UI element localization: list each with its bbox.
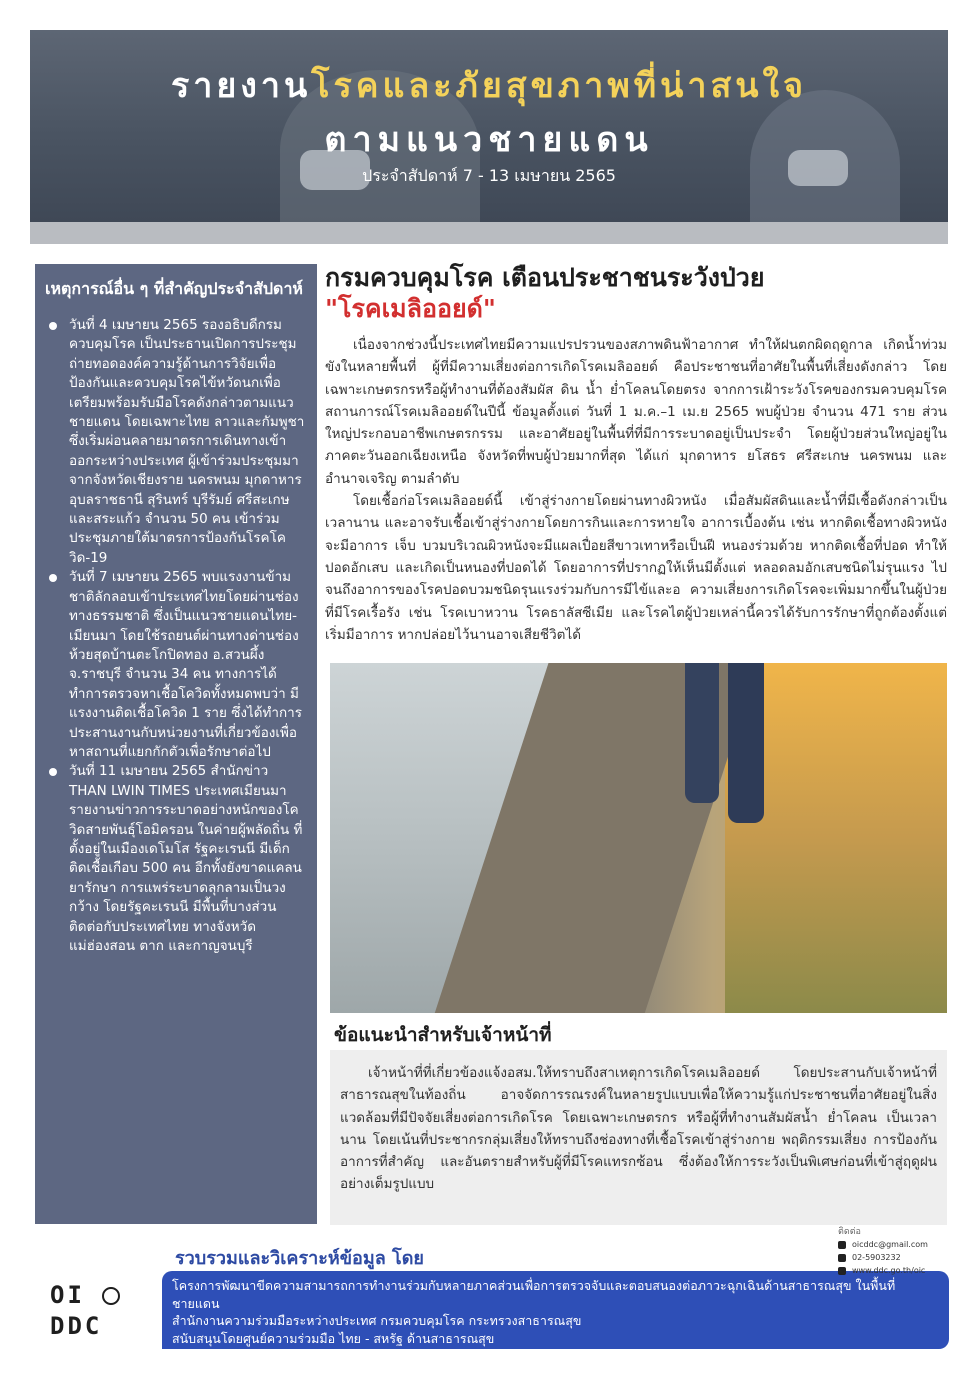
report-date: ประจำสัปดาห์ 7 - 13 เมษายน 2565	[362, 166, 616, 185]
report-title-part2: โรคและภัยสุขภาพที่น่าสนใจ	[311, 66, 807, 106]
logo-line1: OI	[50, 1280, 130, 1311]
footer-line: สนับสนุนโดยศูนย์ความร่วมมือ ไทย - สหรัฐ ด้านสาธารณสุข	[172, 1330, 495, 1346]
globe-icon	[838, 1267, 846, 1275]
event-item: วันที่ 11 เมษายน 2565 สำนักข่าว THAN LWIN TIMES ประเทศเมียนมา รายงานข่าวการระบาดอย่างหนักของโควิดสายพันธุ์โอมิครอน ในค่ายผู้พลัดถิ่น ที่ตั้งอยู่ในเมืองเดโมโส รัฐคะเรนนี มีเด็กติดเชื้อเกือบ 500 คน อีกทั้งยังขาดแคลนยารักษา การแพร่ระบาดลุกลามเป็นวงกว้าง โดยรัฐคะเรนนี มีพื้นที่บางส่วนติดต่อกับประเทศไทย ทางจังหวัดแม่ฮ่องสอน ตาก และกาญจนบุรี	[45, 762, 307, 956]
event-item: วันที่ 4 เมษายน 2565 รองอธิบดีกรมควบคุมโรค เป็นประธานเปิดการประชุมถ่ายทอดองค์ความรู้ด้านการวิจัยเพื่อป้องกันและควบคุมโรคไข้หวัดนกเพื่อเตรียมพร้อมรับมือโรคดังกล่าวตามแนวชายแดน โดยเฉพาะไทย ลาวและกัมพูชา ซึ่งเริ่มผ่อนคลายมาตรการเดินทางเข้าออกระหว่างประเทศ ผู้เข้าร่วมประชุมมาจากจังหวัดเชียงราย นครพนม มุกดาหาร อุบลราชธานี สุรินทร์ บุรีรัมย์ ศรีสะเกษ และสระแก้ว จำนวน 50 คน เข้าร่วมประชุมภายใต้มาตรการป้องกันโรคโควิด-19	[45, 316, 307, 568]
report-title-line2: ตามแนวชายแดน	[324, 120, 654, 160]
phone-icon	[838, 1254, 846, 1262]
contact-block	[838, 1224, 948, 1277]
footer-heading: รวบรวมและวิเคราะห์ข้อมูล โดย	[175, 1248, 424, 1269]
photo-leg	[685, 663, 719, 803]
footer-line: โครงการพัฒนาขีดความสามารถการทำงานร่วมกับหลายภาคส่วนเพื่อการตรวจจับและตอบสนองต่อภาวะฉุกเฉินด้านสาธารณสุข ในพื้นที่ชายแดน	[172, 1278, 896, 1311]
email-icon	[838, 1241, 846, 1249]
report-title-part1: รายงาน	[170, 66, 312, 106]
contact-email[interactable]: oicddc@gmail.com	[838, 1239, 948, 1251]
article-title: กรมควบคุมโรค เตือนประชาชนระวังป่วย	[325, 263, 765, 292]
sidebar-title: เหตุการณ์อื่น ๆ ที่สำคัญประจำสัปดาห์	[45, 279, 303, 298]
eye-icon	[102, 1287, 120, 1305]
article-subtitle: "โรคเมลิออยด์"	[325, 294, 496, 323]
advice-title: ข้อแนะนำสำหรับเจ้าหน้าที่	[334, 1024, 552, 1046]
advice-box	[330, 1050, 947, 1225]
contact-website[interactable]: www.ddc.go.th/oic	[838, 1265, 948, 1277]
header-banner	[30, 30, 948, 222]
contact-phone[interactable]: 02-5903232	[838, 1252, 948, 1264]
other-events-sidebar	[35, 264, 317, 1224]
event-item: วันที่ 7 เมษายน 2565 พบแรงงานข้ามชาติลักลอบเข้าประเทศไทยโดยผ่านช่องทางธรรมชาติ ซึ่งเป็นแนวชายแดนไทย-เมียนมา โดยใช้รถยนต์ผ่านทางด่านช่องห้วยสุดบ้านตะโกปิดทอง อ.สวนผึ้ง จ.ราชบุรี จำนวน 34 คน ทางการได้ทำการตรวจหาเชื้อโควิดทั้งหมดพบว่า มีแรงงานติดเชื้อโควิด 1 ราย ซึ่งได้ทำการประสานงานกับหน่วยงานที่เกี่ยวข้องเพื่อหาสถานที่แยกกักตัวเพื่อรักษาต่อไป	[45, 568, 307, 762]
footer-line: สำนักงานความร่วมมือระหว่างประเทศ กรมควบคุมโรค กระทรวงสาธารณสุข	[172, 1313, 582, 1328]
event-list	[45, 316, 307, 956]
logo-line2: DDC	[50, 1312, 103, 1340]
article-paragraph: โดยเชื้อก่อโรคเมลิออยด์นี้ เข้าสู่ร่างกายโดยผ่านทางผิวหนัง เมื่อสัมผัสดินและน้ำที่มีเชื้อดังกล่าวเป็นเวลานาน และอาจรับเชื้อเข้าสู่ร่างกายโดยการกินและการหายใจ อาการเบื้องต้น เช่น หากติดเชื้อทางผิวหนังจะมีอาการ เจ็บ บวมบริเวณผิวหนังจะมีแผลเปื่อยสีขาวเทาหรือเป็นฝี หนองร่วมด้วย หากติดเชื้อที่ปอด ทำให้ปอดอักเสบ และเกิดเป็นหนองที่ปอดได้ โดยอาการที่ปรากฏให้เห็นมีตั้งแต่ หลอดลมอักเสบชนิดไม่รุนแรง ไปจนถึงอาการของโรคปอดบวมชนิดรุนแรงร่วมกับการมีไข้และอ ความเสี่ยงการเกิดโรคจะเพิ่มมากขึ้นในผู้ป่วยที่มีโรคเรื้อรัง เช่น โรคเบาหวาน โรคธาลัสซีเมีย และโรคไตผู้ป่วยเหล่านี้ควรได้รับการรักษาที่ถูกต้องตั้งแต่เริ่มมีอาการ หากปล่อยไว้นานอาจเสียชีวิตได้	[325, 493, 947, 643]
photo-leg	[728, 663, 764, 823]
advice-text: เจ้าหน้าที่ที่เกี่ยวข้องแจ้งอสม.ให้ทราบถึงสาเหตุการเกิดโรคเมลิออยด์ โดยประสานกับเจ้าหน้าที่สาธารณสุขในท้องถิ่น อาจจัดการรณรงค์ในหลายรูปแบบเพื่อให้ความรู้แก่ประชาชนที่อาศัยอยู่ในสิ่งแวดล้อมที่มีปัจจัยเสี่ยงต่อการเกิดโรค โดยเฉพาะเกษตรกร หรือผู้ที่ทำงานสัมผัสน้ำ ย่ำโคลน เป็นเวลานาน โดยเน้นที่ประชากรกลุ่มเสี่ยงให้ทราบถึงช่องทางที่เชื้อโรคเข้าสู่ร่างกาย พฤติกรรมเสี่ยง การป้องกัน อาการที่สำคัญ และอันตรายสำหรับผู้ที่มีโรคแทรกซ้อน ซึ่งต้องให้การระวังเป็นพิเศษก่อนที่เข้าสู่ฤดูฝนอย่างเต็มรูปแบบ	[340, 1065, 937, 1193]
contact-label: ติดต่อ	[838, 1227, 861, 1237]
oiddc-logo	[50, 1280, 130, 1342]
article-paragraph: เนื่องจากช่วงนี้ประเทศไทยมีความแปรปรวนของสภาพดินฟ้าอากาศ ทำให้ฝนตกผิดฤดูกาล เกิดน้ำท่วมขังในหลายพื้นที่ ผู้ที่มีความเสี่ยงต่อการเกิดโรคเมลิออยด์ คือประชาชนที่อาศัยในพื้นที่เสี่ยงดังกล่าว โดยเฉพาะเกษตรกรหรือผู้ทำงานที่ต้องสัมผัส ดิน น้ำ ย่ำโคลนโดยตรง จากการเฝ้าระวังโรคของกรมควบคุมโรค สถานการณ์โรคเมลิออยด์ในปีนี้ ข้อมูลตั้งแต่ วันที่ 1 ม.ค.–1 เม.ย 2565 พบผู้ป่วย จำนวน 471 ราย ส่วนใหญ่ประกอบอาชีพเกษตรกรรม และอาศัยอยู่ในพื้นที่ที่มีการระบาดอยู่เป็นประจำ โดยผู้ป่วยส่วนใหญ่อยู่ในภาคตะวันออกเฉียงเหนือ จังหวัดที่พบผู้ป่วยมากที่สุด ได้แก่ มุกดาหาร ยโสธร ศรีสะเกษ นครพนม และอำนาจเจริญ ตามลำดับ	[325, 337, 947, 487]
footer-credits	[162, 1271, 949, 1349]
report-title	[30, 58, 948, 112]
main-article	[325, 262, 947, 646]
header-divider	[30, 222, 948, 244]
article-photo	[330, 663, 947, 1013]
